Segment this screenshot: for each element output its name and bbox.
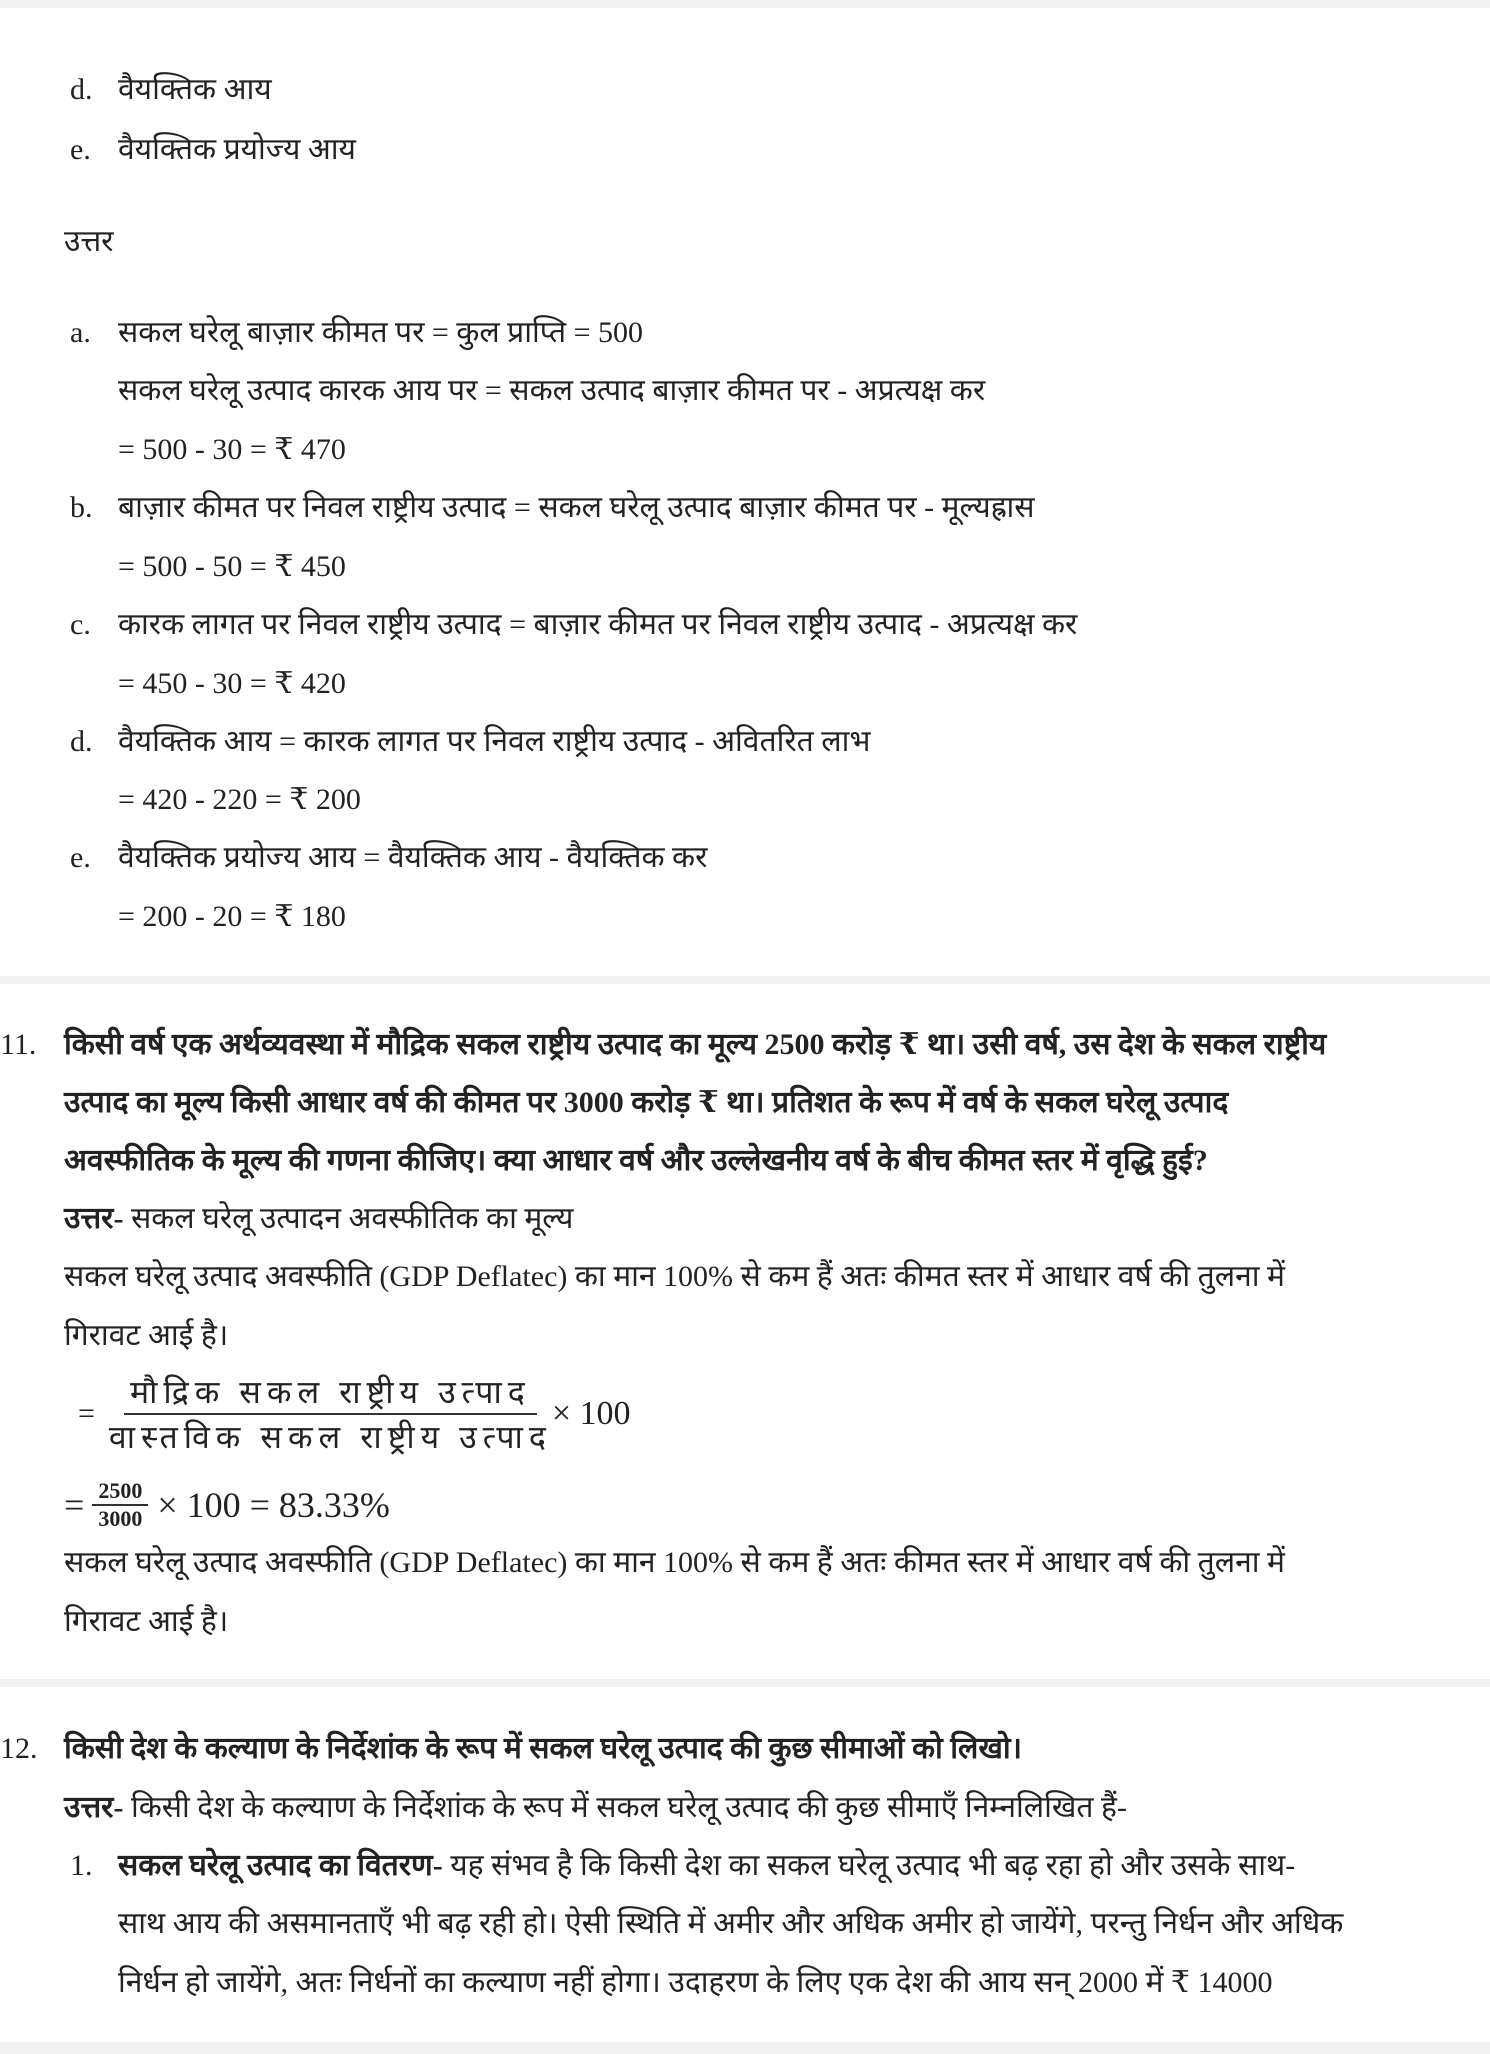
list-item [70, 1846, 1295, 1886]
answer-intro [64, 1788, 1127, 1828]
answer-line: = 200 - 20 = ₹ 180 [118, 900, 346, 933]
answer-text: सकल घरेलू उत्पादन अवस्फीतिक का मूल्य [130, 1202, 574, 1235]
item-marker: c. [70, 608, 91, 641]
point-text: साथ आय की असमानताएँ भी बढ़ रही हो। ऐसी स्थिति में अमीर और अधिक अमीर हो जायेंगे, परन्तु निर्धन और अधिक [118, 1907, 1344, 1940]
divider [0, 2042, 1490, 2054]
answer-line: = 450 - 30 = ₹ 420 [118, 667, 346, 700]
answer-text: किसी देश के कल्याण के निर्देशांक के रूप में सकल घरेलू उत्पाद की कुछ सीमाएँ निम्नलिखित हैं- [130, 1791, 1127, 1824]
result: × 100 = 83.33% [157, 1485, 390, 1525]
question-number: 11. [0, 1028, 37, 1061]
question-11 [0, 1025, 1326, 1065]
fraction [92, 1478, 148, 1532]
item-text: वैयक्तिक आय [118, 73, 272, 106]
answer-e [70, 838, 707, 878]
answer-line: वैयक्तिक आय = कारक लागत पर निवल राष्ट्रीय उत्पाद - अवितरित लाभ [118, 725, 871, 758]
answer-label: उत्तर- [64, 1791, 124, 1824]
item-text: वैयक्तिक प्रयोज्य आय [118, 133, 356, 166]
answer-c [70, 605, 1077, 645]
answer-line: सकल घरेलू बाज़ार कीमत पर = कुल प्राप्ति = 500 [118, 316, 644, 349]
formula [78, 1370, 631, 1458]
denominator: 3000 [98, 1506, 143, 1531]
answer-line: कारक लागत पर निवल राष्ट्रीय उत्पाद = बाज़ार कीमत पर निवल राष्ट्रीय उत्पाद - अप्रत्यक्ष कर [118, 608, 1078, 641]
numerator: 2500 [92, 1478, 148, 1506]
answer-text: सकल घरेलू उत्पाद अवस्फीति (GDP Deflatec) का मान 100% से कम हैं अतः कीमत स्तर में आधार वर्ष की तुलना में [64, 1546, 1285, 1579]
item-marker: d. [70, 725, 93, 758]
answer-a [70, 313, 643, 353]
item-marker: d. [70, 73, 93, 106]
equals-sign: = [64, 1485, 85, 1525]
list-item [70, 130, 356, 170]
divider [0, 976, 1490, 984]
answer-text: सकल घरेलू उत्पाद अवस्फीति (GDP Deflatec) का मान 100% से कम हैं अतः कीमत स्तर में आधार वर्ष की तुलना में [64, 1260, 1285, 1293]
point-title: सकल घरेलू उत्पाद का वितरण- [118, 1849, 443, 1882]
answer-text: गिरावट आई है। [64, 1605, 229, 1638]
answer-text: गिरावट आई है। [64, 1319, 229, 1352]
answer-line: वैयक्तिक प्रयोज्य आय = वैयक्तिक आय - वैयक्तिक कर [118, 841, 708, 874]
item-marker: 1. [70, 1849, 93, 1882]
question-text: अवस्फीतिक के मूल्य की गणना कीजिए। क्या आधार वर्ष और उल्लेखनीय वर्ष के बीच कीमत स्तर में वृद्धि हुई? [64, 1144, 1208, 1177]
divider [0, 0, 1490, 8]
divider [0, 1679, 1490, 1687]
answer-line: = 500 - 50 = ₹ 450 [118, 550, 346, 583]
answer-d [70, 722, 870, 762]
item-marker: e. [70, 133, 91, 166]
answer-label: उत्तर [64, 225, 114, 258]
point-text: यह संभव है कि किसी देश का सकल घरेलू उत्पाद भी बढ़ रहा हो और उसके साथ- [450, 1849, 1296, 1882]
fraction [109, 1370, 552, 1458]
answer-line: सकल घरेलू उत्पाद कारक आय पर = सकल उत्पाद बाज़ार कीमत पर - अप्रत्यक्ष कर [118, 374, 986, 407]
question-text: उत्पाद का मूल्य किसी आधार वर्ष की कीमत पर 3000 करोड़ ₹ था। प्रतिशत के रूप में वर्ष के सकल घरेलू उत्पाद [64, 1086, 1229, 1119]
equals-sign: = [78, 1397, 95, 1430]
point-text: निर्धन हो जायेंगे, अतः निर्धनों का कल्याण नहीं होगा। उदाहरण के लिए एक देश की आय सन् 2000 में ₹ 14000 [118, 1966, 1273, 1999]
question-text: किसी देश के कल्याण के निर्देशांक के रूप में सकल घरेलू उत्पाद की कुछ सीमाओं को लिखो। [64, 1732, 1023, 1765]
denominator: वास्तविक सकल राष्ट्रीय उत्पाद [108, 1419, 552, 1455]
answer-b [70, 488, 1035, 528]
multiplier: × 100 [551, 1395, 631, 1432]
question-text: किसी वर्ष एक अर्थव्यवस्था में मौद्रिक सकल राष्ट्रीय उत्पाद का मूल्य 2500 करोड़ ₹ था। उसी वर्ष, उस देश के सकल राष्ट्रीय [64, 1028, 1327, 1061]
answer-line: बाज़ार कीमत पर निवल राष्ट्रीय उत्पाद = सकल घरेलू उत्पाद बाज़ार कीमत पर - मूल्यह्रास [118, 491, 1035, 524]
answer-intro [64, 1199, 573, 1239]
numerator: मौद्रिक सकल राष्ट्रीय उत्पाद [124, 1370, 537, 1415]
question-12 [0, 1729, 1022, 1769]
item-marker: b. [70, 491, 93, 524]
item-marker: e. [70, 841, 91, 874]
answer-label: उत्तर- [64, 1202, 124, 1235]
list-item [70, 70, 272, 110]
calculation [64, 1478, 390, 1532]
item-marker: a. [70, 316, 91, 349]
answer-line: = 420 - 220 = ₹ 200 [118, 783, 361, 816]
answer-line: = 500 - 30 = ₹ 470 [118, 433, 346, 466]
question-number: 12. [0, 1732, 38, 1765]
